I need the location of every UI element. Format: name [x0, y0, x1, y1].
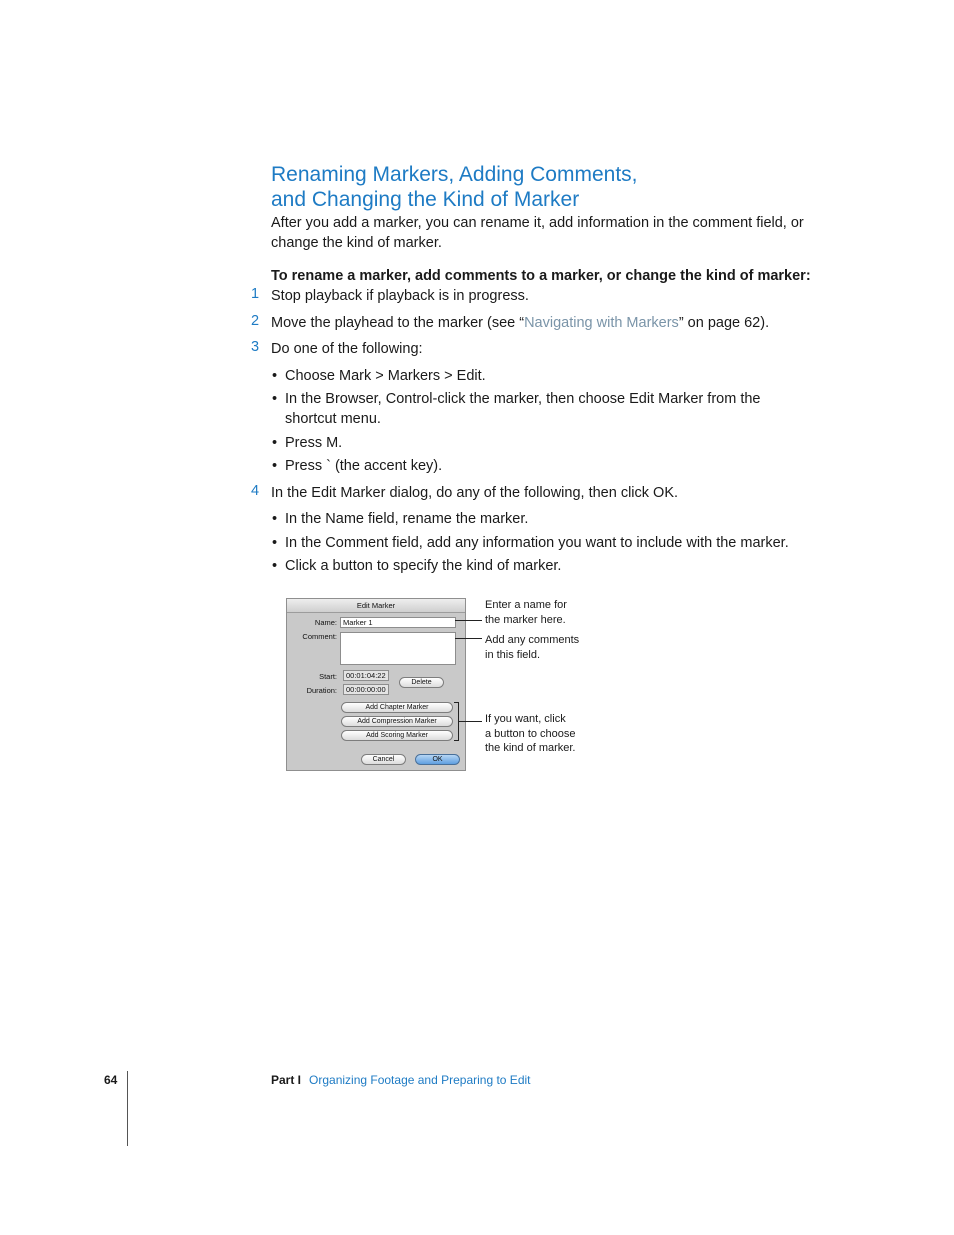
dialog-title: Edit Marker — [287, 599, 465, 613]
list-item: Press ` (the accent key). — [285, 458, 443, 474]
heading-line-2: and Changing the Kind of Marker — [271, 188, 580, 211]
callout-line: Add any comments — [485, 634, 580, 646]
list-item: Press M. — [285, 435, 343, 451]
step-text-after: ” on page 62). — [678, 315, 770, 331]
callout-line: in this field. — [485, 648, 541, 661]
callout-name — [485, 598, 567, 627]
list-item: In the Comment field, add any information you want to include with the marker. — [285, 535, 789, 551]
add-scoring-marker-button[interactable]: Add Scoring Marker — [341, 730, 453, 741]
callout-line-comment — [455, 638, 482, 639]
navigating-markers-link[interactable]: Navigating with Markers — [524, 315, 679, 331]
name-field[interactable]: Marker 1 — [340, 617, 456, 628]
add-compression-marker-button[interactable]: Add Compression Marker — [341, 716, 453, 727]
step-text-before: Move the playhead to the marker (see “ — [271, 315, 525, 331]
duration-label: Duration: — [306, 686, 337, 695]
start-label: Start: — [319, 672, 337, 681]
step-number: 1 — [251, 286, 260, 302]
step-text: Do one of the following: — [271, 341, 423, 357]
list-item: Choose Mark > Markers > Edit. — [285, 368, 486, 384]
callout-comment — [485, 633, 579, 662]
callout-line-name — [455, 620, 482, 621]
footer-divider — [127, 1071, 128, 1146]
bullet: • — [272, 535, 278, 551]
callout-line-buttons — [458, 721, 482, 722]
callout-line: Enter a name for — [485, 599, 567, 611]
start-field[interactable]: 00:01:04:22 — [343, 670, 389, 681]
list-item: In the Browser, Control-click the marker, then choose Edit Marker from the shortcut menu. — [285, 391, 761, 427]
heading-line-1: Renaming Markers, Adding Comments, — [271, 163, 638, 186]
cancel-button[interactable]: Cancel — [361, 754, 406, 765]
part-label: Part I — [271, 1073, 302, 1087]
step-text: Stop playback if playback is in progress. — [271, 288, 529, 304]
step-text — [271, 313, 769, 333]
step-text: In the Edit Marker dialog, do any of the following, then click OK. — [271, 485, 679, 501]
bullet: • — [272, 458, 278, 474]
step-number: 4 — [251, 483, 260, 499]
duration-field[interactable]: 00:00:00:00 — [343, 684, 389, 695]
task-title: To rename a marker, add comments to a marker, or change the kind of marker: — [271, 268, 811, 284]
bullet: • — [272, 511, 278, 527]
list-item: Click a button to specify the kind of marker. — [285, 558, 562, 574]
ok-button[interactable]: OK — [415, 754, 460, 765]
step-number: 3 — [251, 339, 260, 355]
edit-marker-dialog — [286, 598, 466, 771]
bullet: • — [272, 558, 278, 574]
comment-field[interactable] — [340, 632, 456, 665]
delete-button[interactable]: Delete — [399, 677, 444, 688]
callout-buttons — [485, 712, 576, 756]
callout-line: the marker here. — [485, 613, 566, 626]
page-number: 64 — [104, 1073, 118, 1087]
bullet: • — [272, 368, 278, 384]
callout-line: the kind of marker. — [485, 742, 576, 754]
step-number: 2 — [251, 313, 260, 329]
add-chapter-marker-button[interactable]: Add Chapter Marker — [341, 702, 453, 713]
callout-line: If you want, click — [485, 713, 566, 725]
comment-label: Comment: — [302, 632, 337, 641]
bullet: • — [272, 391, 278, 407]
name-label: Name: — [314, 618, 337, 627]
bullet: • — [272, 435, 278, 451]
callout-line: a button to choose — [485, 727, 576, 740]
section-heading — [271, 162, 831, 212]
footer-part — [271, 1073, 531, 1087]
part-title-link[interactable]: Organizing Footage and Preparing to Edit — [309, 1073, 531, 1087]
intro-paragraph: After you add a marker, you can rename it, add information in the comment field, or change the kind of marker. — [271, 215, 804, 251]
bracket-bottom — [454, 740, 459, 741]
list-item: In the Name field, rename the marker. — [285, 511, 529, 527]
